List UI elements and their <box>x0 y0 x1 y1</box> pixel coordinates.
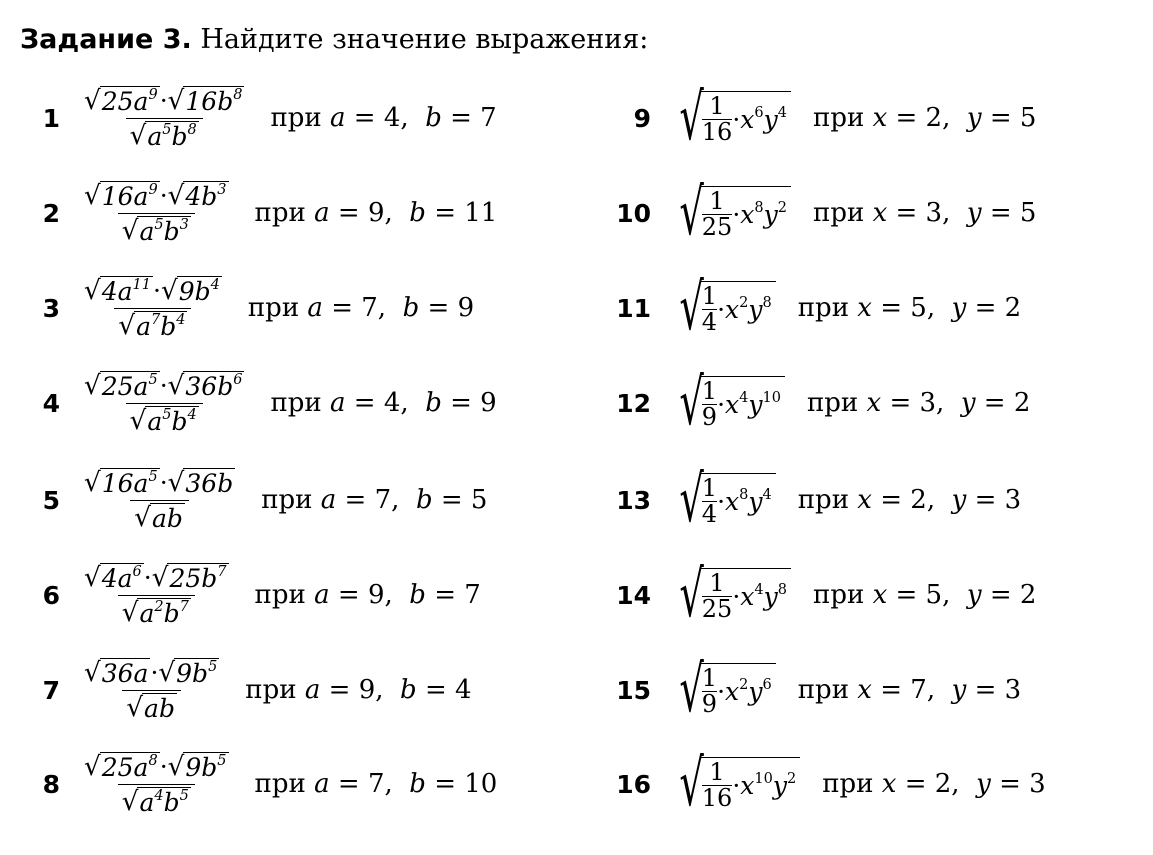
denominator: √ $a^5b^3$ <box>118 213 195 246</box>
fraction-expression <box>80 181 233 246</box>
exercise-8 <box>0 736 497 832</box>
condition-text: при x = 2, y = 5 <box>812 103 1037 133</box>
fraction-expression <box>80 468 239 533</box>
condition-text: при a = 7, b = 9 <box>247 293 475 323</box>
numerator: √ $25a^8$ · √ $9b^5$ <box>84 751 227 782</box>
coefficient-fraction: 1 25 <box>701 568 733 623</box>
condition-text: при a = 9, b = 11 <box>254 198 498 228</box>
exercise-7 <box>0 642 472 738</box>
coefficient-fraction: 1 9 <box>701 663 718 718</box>
coefficient-fraction: 1 9 <box>701 376 718 431</box>
denominator: √ ab <box>130 500 189 533</box>
denominator: √ ab <box>122 690 181 723</box>
root-expression: √ 1 4 $\cdot x^8y^4$ <box>663 468 776 532</box>
exercise-number: 2 <box>42 198 60 228</box>
condition-text: при x = 2, y = 3 <box>822 769 1046 799</box>
root-expression: √ 1 9 $\cdot x^2y^6$ <box>663 658 776 722</box>
exercise-10 <box>585 165 1036 261</box>
condition-text: при x = 7, y = 3 <box>797 675 1022 705</box>
condition-text: при x = 2, y = 3 <box>797 485 1022 515</box>
exercise-number: 13 <box>616 485 651 515</box>
numerator: √ $25a^5$ · √ $36b^6$ <box>84 370 243 401</box>
fraction-expression <box>80 276 226 341</box>
exercise-number: 5 <box>42 485 60 515</box>
exercise-number: 14 <box>616 580 651 610</box>
numerator: √ 36a · √ $9b^5$ <box>84 657 218 688</box>
exercise-number: 1 <box>42 103 60 133</box>
root-expression: √ 1 25 $\cdot x^4y^8$ <box>663 563 791 627</box>
root-expression: √ 1 16 $\cdot x^6y^4$ <box>663 86 791 150</box>
numerator: √ $16a^5$ · √ 36b <box>84 467 234 498</box>
exercise-number: 8 <box>42 769 60 799</box>
coefficient-fraction: 1 25 <box>701 186 733 241</box>
exercise-number: 7 <box>42 675 60 705</box>
condition-text: при a = 7, b = 5 <box>261 485 488 515</box>
exercise-12 <box>585 355 1030 451</box>
exercise-number: 12 <box>616 388 651 418</box>
coefficient-fraction: 1 16 <box>701 91 733 146</box>
exercise-11 <box>585 260 1021 356</box>
exercise-6 <box>0 547 481 643</box>
exercise-number: 3 <box>42 293 60 323</box>
numerator: √ $4a^6$ · √ $25b^7$ <box>84 562 227 593</box>
exercise-16 <box>585 736 1046 832</box>
exercise-13 <box>585 452 1021 548</box>
fraction-expression <box>80 371 248 436</box>
condition-text: при x = 5, y = 2 <box>812 580 1037 610</box>
exercise-number: 4 <box>42 388 60 418</box>
condition-text: при a = 9, b = 4 <box>245 675 472 705</box>
denominator: √ $a^5b^4$ <box>126 403 203 436</box>
denominator: √ $a^2b^7$ <box>118 595 195 628</box>
exercise-3 <box>0 260 474 356</box>
exercise-number: 16 <box>616 769 651 799</box>
denominator: √ $a^7b^4$ <box>114 308 191 341</box>
exercise-number: 11 <box>616 293 651 323</box>
exercise-number: 15 <box>616 675 651 705</box>
condition-text: при a = 7, b = 10 <box>254 769 498 799</box>
exercise-4 <box>0 355 497 451</box>
numerator: √ $16a^9$ · √ $4b^3$ <box>84 180 227 211</box>
denominator: √ $a^5b^8$ <box>126 118 203 151</box>
fraction-expression <box>80 752 233 817</box>
fraction-expression <box>80 658 223 723</box>
condition-text: при x = 3, y = 5 <box>812 198 1037 228</box>
exercise-5 <box>0 452 487 548</box>
exercise-2 <box>0 165 497 261</box>
exercise-15 <box>585 642 1021 738</box>
coefficient-fraction: 1 16 <box>701 757 733 812</box>
denominator: √ $a^4b^5$ <box>118 784 195 817</box>
coefficient-fraction: 1 4 <box>701 281 718 336</box>
fraction-expression <box>80 86 248 151</box>
condition-text: при a = 9, b = 7 <box>254 580 481 610</box>
root-expression: √ 1 16 $\cdot x^{10}y^2$ <box>663 752 800 816</box>
root-expression: √ 1 4 $\cdot x^2y^8$ <box>663 276 776 340</box>
condition-text: при a = 4, b = 7 <box>270 103 497 133</box>
exercise-number: 9 <box>633 103 651 133</box>
coefficient-fraction: 1 4 <box>701 473 718 528</box>
condition-text: при x = 5, y = 2 <box>797 293 1022 323</box>
exercise-number: 6 <box>42 580 60 610</box>
exercise-14 <box>585 547 1036 643</box>
root-expression: √ 1 9 $\cdot x^4y^{10}$ <box>663 371 785 435</box>
root-expression: √ 1 25 $\cdot x^8y^2$ <box>663 181 791 245</box>
condition-text: при x = 3, y = 2 <box>806 388 1031 418</box>
exercise-9 <box>585 70 1036 166</box>
task-label: Задание 3. <box>20 24 192 55</box>
exercise-1 <box>0 70 497 166</box>
condition-text: при a = 4, b = 9 <box>270 388 497 418</box>
fraction-expression <box>80 563 233 628</box>
exercise-number: 10 <box>616 198 651 228</box>
task-heading <box>20 24 648 55</box>
numerator: √ $25a^9$ · √ $16b^8$ <box>84 85 243 116</box>
task-text: Найдите значение выражения: <box>200 24 649 55</box>
numerator: √ $4a^{11}$ · √ $9b^4$ <box>84 275 220 306</box>
